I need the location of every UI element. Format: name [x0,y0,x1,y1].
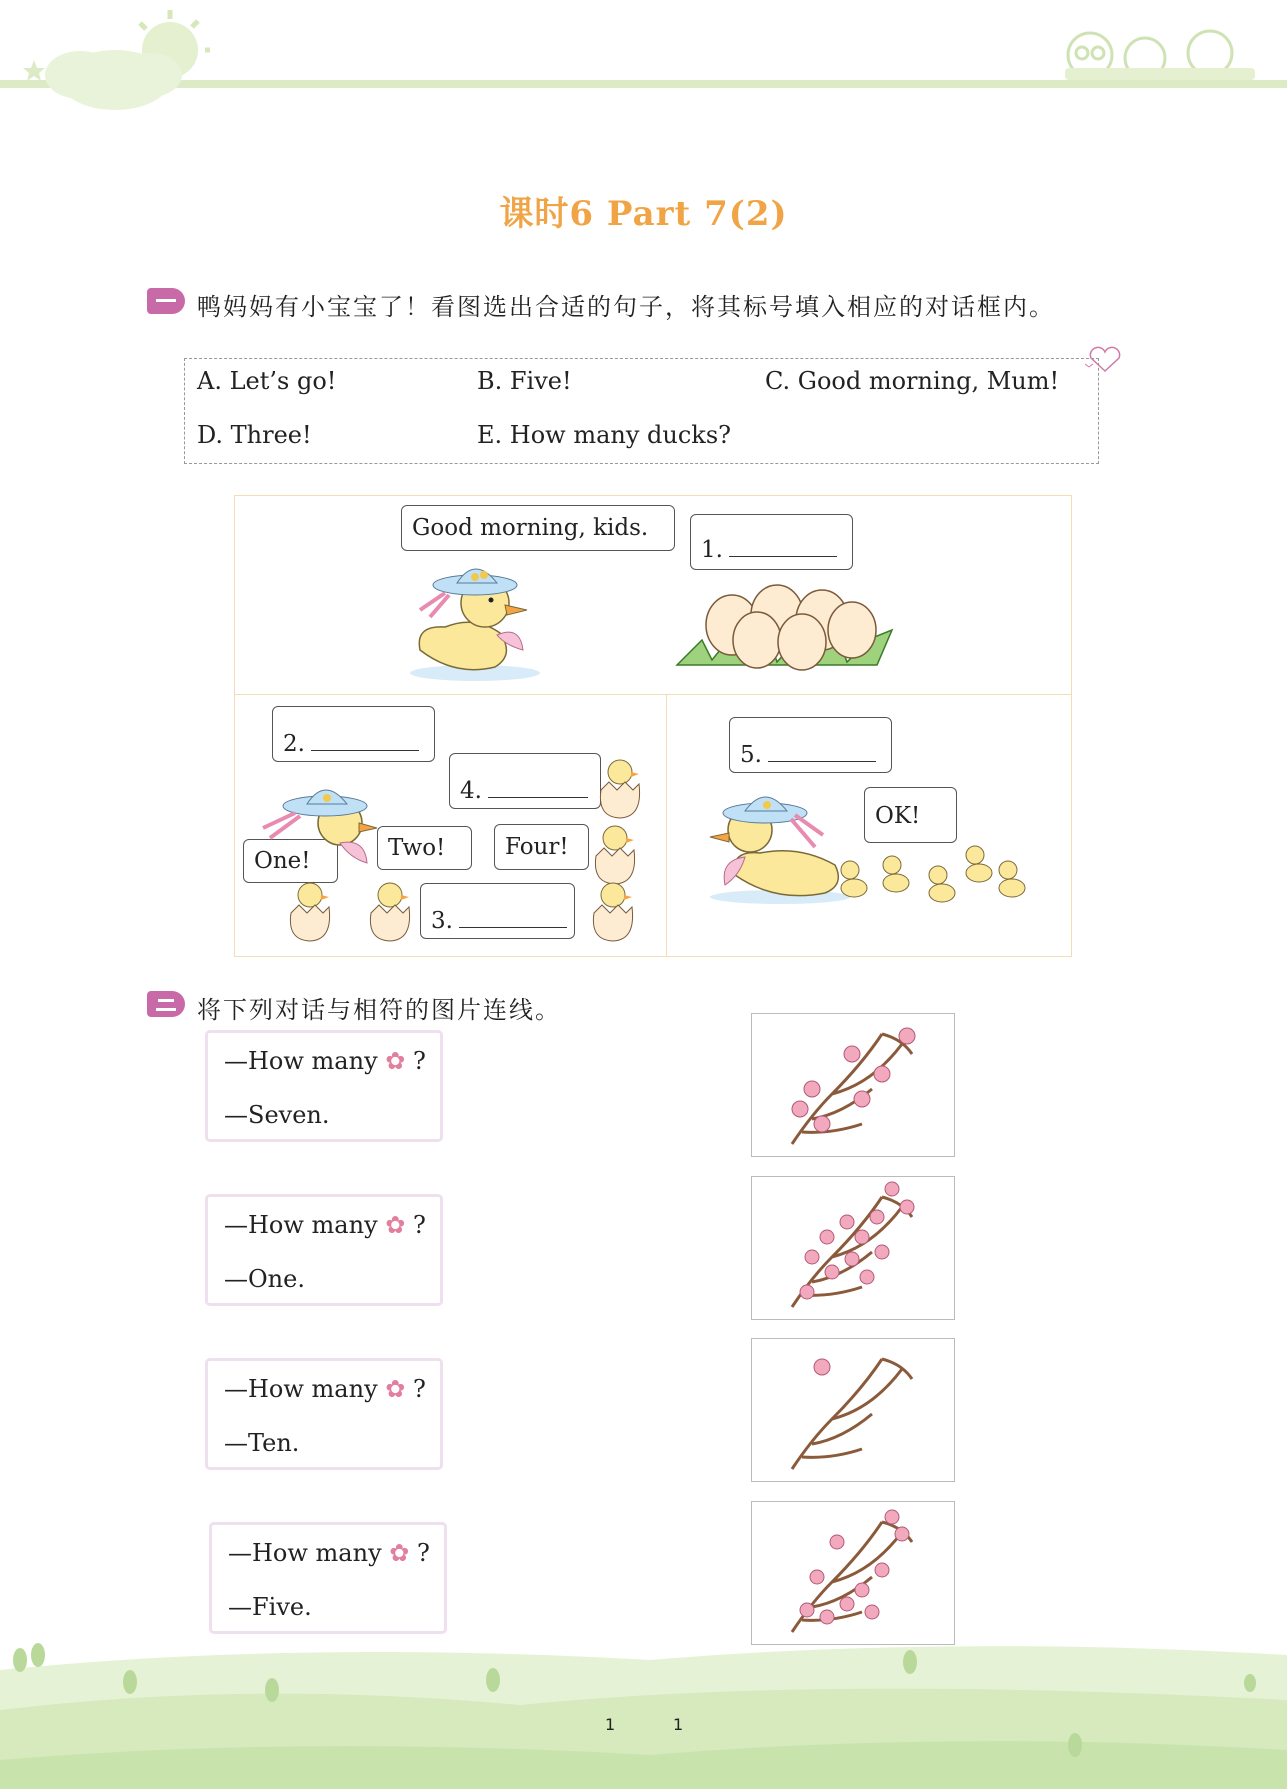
blossom-branch-icon [752,1014,954,1156]
bubble-5-number: 5. [740,742,762,768]
bubble-5-blank[interactable] [768,743,876,762]
grid-divider-horizontal [234,694,1072,695]
dialog-card-3[interactable] [205,1358,443,1470]
bubble-4-number: 4. [460,778,482,804]
branch-picture-1[interactable] [751,1013,955,1157]
section-1-badge [147,288,185,314]
blossom-branch-icon [752,1502,954,1644]
option-e: E. How many ducks? [477,421,732,449]
mother-duck-illustration [405,555,545,685]
option-a: A. Let’s go! [197,367,337,395]
bubble-four: Four! [494,824,589,870]
branch-picture-2[interactable] [751,1176,955,1320]
blossom-branch-icon [752,1177,954,1319]
ducklings-in-row [830,840,1030,920]
bubble-3-blank[interactable] [459,909,567,928]
question-mark: ? [413,1211,426,1239]
option-d: D. Three! [197,421,312,449]
blossom-icon: ✿ [385,1211,406,1239]
duckling-in-egg-3 [595,752,645,822]
branch-picture-3[interactable] [751,1338,955,1482]
sun-cloud-decoration [20,5,210,115]
section-1-instruction: 鸭妈妈有小宝宝了！看图选出合适的句子，将其标号填入相应的对话框内。 [197,293,1055,321]
grid-divider-vertical [666,694,667,956]
dialog-question [224,1375,426,1403]
bubble-5[interactable] [729,717,892,773]
dialog-question [224,1047,426,1075]
dialog-card-1[interactable] [205,1030,443,1142]
dialog-question [224,1211,426,1239]
bubble-greeting: Good morning, kids. [401,505,675,551]
bubble-4[interactable] [449,753,601,809]
blossom-icon: ✿ [385,1047,406,1075]
bubble-2[interactable] [272,706,435,762]
bubble-1-number: 1. [701,537,723,563]
bubble-3-number: 3. [431,908,453,934]
animal-faces-decoration [1060,20,1260,85]
dialog-answer: —Ten. [224,1429,300,1457]
branch-picture-4[interactable] [751,1501,955,1645]
bubble-ok: OK! [864,787,957,843]
dialog-question-text: —How many [224,1047,378,1075]
bubble-1-blank[interactable] [729,538,837,557]
dialog-answer: —One. [224,1265,305,1293]
question-mark: ? [413,1047,426,1075]
dialog-question-text: —How many [224,1375,378,1403]
section-2-instruction: 将下列对话与相符的图片连线。 [197,996,561,1024]
dialog-card-2[interactable] [205,1194,443,1306]
dialog-question-text: —How many [224,1211,378,1239]
page-title: 课时6 Part 7(2) [499,194,788,234]
dialog-card-4[interactable] [209,1522,447,1634]
bubble-4-blank[interactable] [488,779,588,798]
duckling-in-egg-5 [588,875,638,945]
duckling-in-egg-1 [285,875,335,945]
option-b: B. Five! [477,367,572,395]
question-mark: ? [417,1539,430,1567]
blossom-icon: ✿ [385,1375,406,1403]
bubble-2-blank[interactable] [311,732,419,751]
page-number-left: 1 [605,1715,616,1734]
bubble-one: One! [243,839,338,883]
bubble-1[interactable] [690,514,853,570]
dialog-answer: —Five. [228,1593,312,1621]
blossom-branch-icon [752,1339,954,1481]
section-2-badge [147,991,185,1017]
mother-duck-hat-illustration [255,768,385,868]
hills-decoration [0,1630,1287,1789]
blossom-icon: ✿ [389,1539,410,1567]
bubble-3[interactable] [420,883,575,939]
dialog-answer: —Seven. [224,1101,330,1129]
question-mark: ? [413,1375,426,1403]
duckling-in-egg-2 [365,875,415,945]
page-number-right: 1 [673,1715,684,1734]
eggs-nest-illustration [672,570,902,680]
bubble-two: Two! [377,826,472,870]
dialog-question [228,1539,430,1567]
dialog-question-text: —How many [228,1539,382,1567]
option-c: C. Good morning, Mum! [765,367,1060,395]
bubble-2-number: 2. [283,731,305,757]
